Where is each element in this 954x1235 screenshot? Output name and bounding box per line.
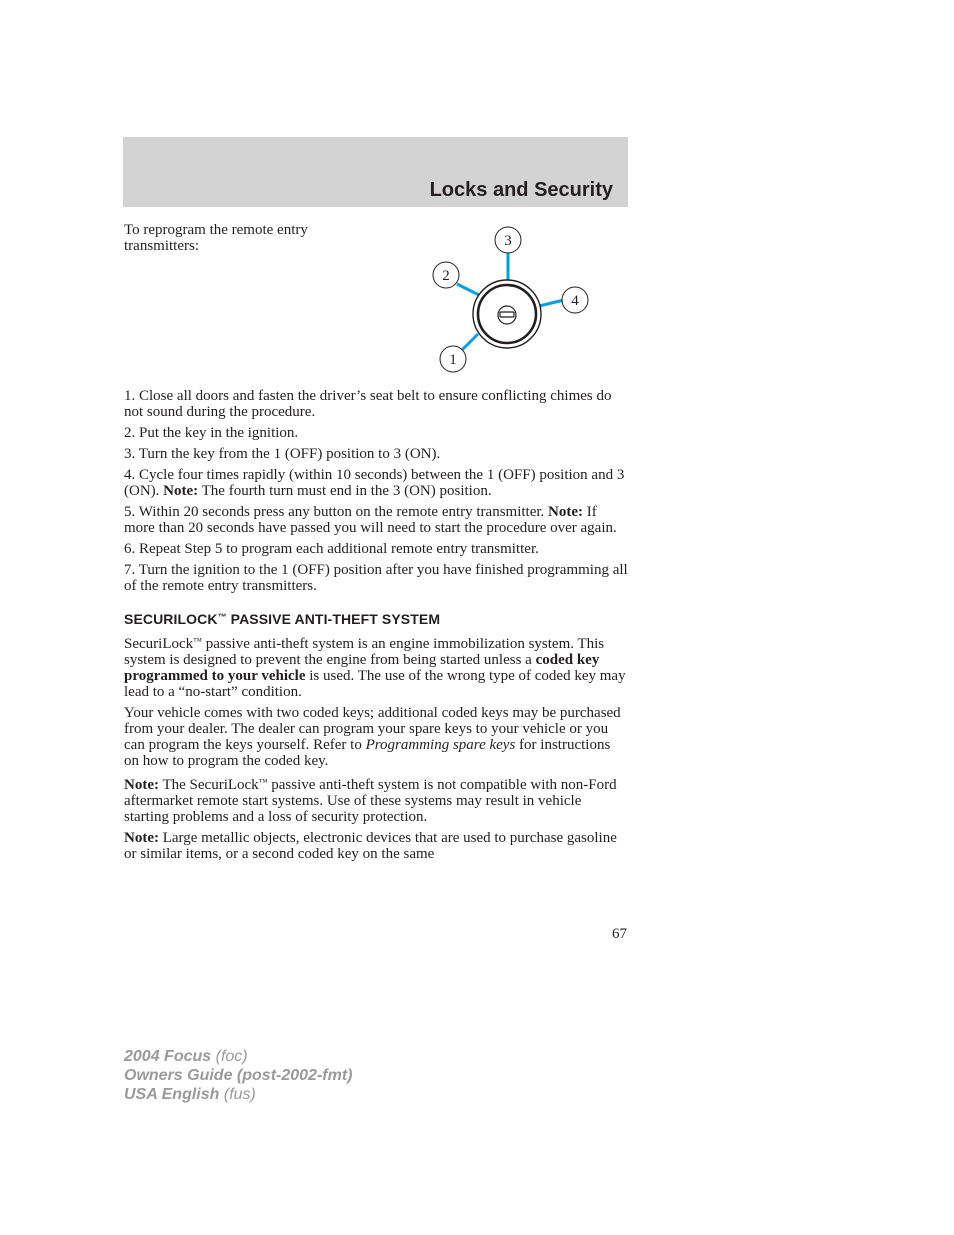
programming-steps: [124, 388, 629, 867]
document-footer: [124, 1047, 352, 1104]
page-number: 67: [612, 926, 627, 942]
cross-reference: Programming spare keys: [365, 737, 516, 753]
svg-text:2: 2: [442, 268, 450, 284]
page-section-title: Locks and Security: [429, 179, 613, 201]
step-3: 3. Turn the key from the 1 (OFF) position to 3 (ON).: [124, 446, 441, 462]
line-position-2: [457, 284, 479, 295]
securilock-note-2: Note: Large metallic objects, electronic devices that are used to purchase gasoline or similar items, or a second coded key on the same: [124, 830, 617, 862]
step-2: 2. Put the key in the ignition.: [124, 425, 299, 441]
footer-line-2: Owners Guide (post-2002-fmt): [124, 1067, 353, 1084]
position-label-2: [433, 262, 459, 288]
step-5: 5. Within 20 seconds press any button on the remote entry transmitter. Note: If more than 20 seconds have passed you will need to start the procedure over again.: [124, 504, 617, 536]
svg-text:1: 1: [449, 352, 457, 368]
page-content: [124, 222, 629, 862]
securilock-paragraph-2: Your vehicle comes with two coded keys; additional coded keys may be purchased from your dealer. The dealer can program your spare keys to your vehicle or you can program the keys yourself. Refer to Programming spare keys for instructions on how to program the coded key.: [124, 705, 621, 769]
trademark-symbol: ™: [193, 636, 202, 646]
intro-text: To reprogram the remote entry transmitters:: [124, 222, 308, 254]
step-6: 6. Repeat Step 5 to program each additional remote entry transmitter.: [124, 541, 539, 557]
line-position-1: [462, 334, 478, 350]
step-7: 7. Turn the ignition to the 1 (OFF) position after you have finished programming all of the remote entry transmitters.: [124, 562, 628, 594]
line-position-4: [539, 300, 564, 306]
svg-text:3: 3: [504, 233, 512, 249]
svg-text:4: 4: [571, 293, 579, 309]
position-label-1: [440, 346, 466, 372]
position-label-4: [562, 287, 588, 313]
ignition-positions-diagram: [424, 224, 624, 382]
trademark-symbol: ™: [217, 612, 227, 622]
header-band: [123, 137, 628, 207]
note-label: Note:: [124, 830, 159, 846]
securilock-note-1: Note: The SecuriLock™ passive anti-theft system is not compatible with non-Ford aftermarket remote start systems. Use of these systems may result in vehicle starting problems and a loss of security protection.: [124, 777, 617, 825]
ignition-cylinder-icon: [473, 280, 541, 348]
step-1: 1. Close all doors and fasten the driver’s seat belt to ensure conflicting chimes do not sound during the procedure.: [124, 388, 612, 420]
securilock-paragraph-1: SecuriLock™ passive anti-theft system is an engine immobilization system. This system is designed to prevent the engine from being started unless a coded key programmed to your vehicle is used. The use of the wrong type of coded key may lead to a “no-start” condition.: [124, 636, 626, 700]
footer-line-1: 2004 Focus (foc): [124, 1048, 248, 1065]
position-label-3: [495, 227, 521, 253]
note-label: Note:: [548, 504, 584, 520]
note-label: Note:: [124, 777, 159, 793]
securilock-heading: SECURILOCK™ PASSIVE ANTI-THEFT SYSTEM: [124, 611, 441, 627]
step-4: 4. Cycle four times rapidly (within 10 seconds) between the 1 (OFF) position and 3 (ON). Note: The fourth turn must end in the 3 (ON) position.: [124, 467, 625, 499]
footer-line-3: USA English (fus): [124, 1086, 256, 1103]
note-label: Note:: [163, 483, 199, 499]
trademark-symbol: ™: [258, 777, 268, 787]
